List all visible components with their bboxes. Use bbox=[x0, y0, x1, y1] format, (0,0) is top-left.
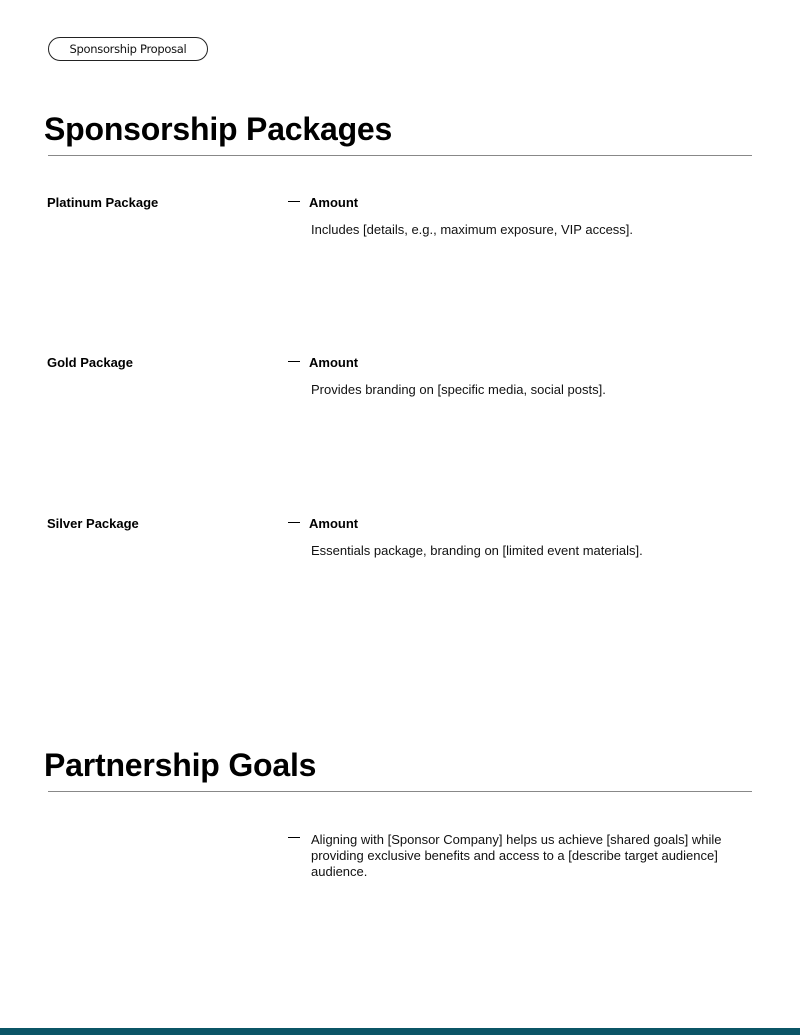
package-name: Platinum Package bbox=[47, 195, 159, 210]
section-divider bbox=[48, 791, 752, 792]
section-divider bbox=[48, 155, 752, 156]
package-amount-label: Amount bbox=[309, 355, 359, 370]
package-name: Gold Package bbox=[47, 355, 133, 370]
package-amount-label: Amount bbox=[309, 195, 359, 210]
document-badge: Sponsorship Proposal bbox=[48, 37, 208, 61]
dash-icon bbox=[288, 522, 300, 523]
package-description: Includes [details, e.g., maximum exposure, VIP access]. bbox=[311, 222, 634, 237]
package-amount-label: Amount bbox=[309, 516, 359, 531]
package-name: Silver Package bbox=[47, 516, 139, 531]
dash-icon bbox=[288, 361, 300, 362]
goals-text: Aligning with [Sponsor Company] helps us achieve [shared goals] while providing exclusive benefits and access to a [describe target audience] audience. bbox=[311, 832, 722, 879]
dash-icon bbox=[288, 201, 300, 202]
section-title-packages: Sponsorship Packages bbox=[44, 111, 393, 147]
package-description: Provides branding on [specific media, social posts]. bbox=[311, 382, 606, 397]
dash-icon bbox=[288, 837, 300, 838]
section-title-goals: Partnership Goals bbox=[44, 747, 317, 783]
footer-bar bbox=[0, 1028, 800, 1035]
package-description: Essentials package, branding on [limited event materials]. bbox=[311, 543, 643, 558]
